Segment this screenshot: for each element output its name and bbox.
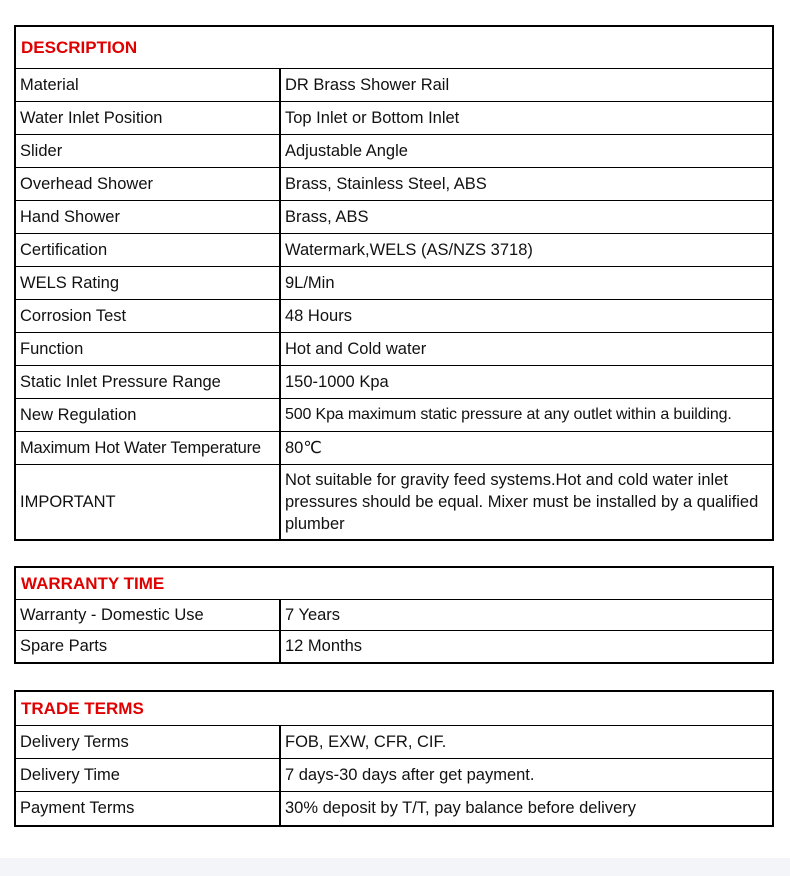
row-value: Hot and Cold water: [285, 339, 427, 358]
table-row: [16, 69, 772, 102]
row-label: Payment Terms: [16, 792, 281, 825]
row-value: 7 days-30 days after get payment.: [285, 765, 535, 784]
row-label: IMPORTANT: [16, 465, 281, 539]
table-row: [16, 102, 772, 135]
row-value: 30% deposit by T/T, pay balance before delivery: [285, 799, 636, 817]
row-value: 500 Kpa maximum static pressure at any outlet within a building.: [285, 406, 732, 423]
row-label: WELS Rating: [16, 267, 281, 299]
row-label: Water Inlet Position: [16, 102, 281, 134]
warranty-table: [14, 566, 774, 664]
table-row: [16, 465, 772, 539]
trade-terms-table: [14, 690, 774, 827]
table-row: [16, 759, 772, 792]
table-row: [16, 168, 772, 201]
row-label: Delivery Time: [16, 759, 281, 791]
table-row: [16, 792, 772, 825]
table-row: [16, 600, 772, 631]
trade-terms-heading: [16, 692, 772, 726]
row-value: Top Inlet or Bottom Inlet: [285, 108, 460, 127]
row-value: FOB, EXW, CFR, CIF.: [285, 732, 447, 751]
table-row: [16, 432, 772, 465]
table-row: [16, 234, 772, 267]
row-value: Brass, Stainless Steel, ABS: [285, 174, 487, 193]
row-value: 12 Months: [285, 637, 363, 655]
row-label: Delivery Terms: [16, 726, 281, 758]
table-row: [16, 366, 772, 399]
row-value: Adjustable Angle: [285, 141, 408, 160]
description-title: DESCRIPTION: [21, 37, 138, 57]
row-label: Overhead Shower: [16, 168, 281, 200]
table-row: [16, 399, 772, 432]
table-row: [16, 201, 772, 234]
page-bottom-band: [0, 858, 790, 876]
description-heading: [16, 27, 772, 69]
table-row: [16, 267, 772, 300]
row-value: 48 Hours: [285, 306, 352, 325]
row-value: Watermark,WELS (AS/NZS 3718): [285, 240, 533, 259]
row-label: Static Inlet Pressure Range: [16, 366, 281, 398]
table-row: [16, 135, 772, 168]
row-label: Warranty - Domestic Use: [16, 600, 281, 630]
row-value: 80℃: [285, 439, 322, 457]
trade-terms-title: TRADE TERMS: [21, 698, 144, 718]
row-label: New Regulation: [16, 399, 281, 431]
row-label: Material: [16, 69, 281, 101]
row-value: Not suitable for gravity feed systems.Hot and cold water inlet pressures should be equal. Mixer must be installed by a qualified plumber: [285, 471, 759, 533]
row-label: Certification: [16, 234, 281, 266]
row-value: 9L/Min: [285, 273, 335, 292]
row-value: DR Brass Shower Rail: [285, 75, 450, 94]
table-row: [16, 333, 772, 366]
warranty-title: WARRANTY TIME: [21, 573, 165, 593]
table-row: [16, 631, 772, 662]
row-label: Slider: [16, 135, 281, 167]
row-label: Function: [16, 333, 281, 365]
description-table: [14, 25, 774, 541]
row-label: Corrosion Test: [16, 300, 281, 332]
row-label: Hand Shower: [16, 201, 281, 233]
table-row: [16, 726, 772, 759]
row-label: Spare Parts: [16, 631, 281, 662]
row-value: Brass, ABS: [285, 207, 369, 226]
table-row: [16, 300, 772, 333]
row-value: 150-1000 Kpa: [285, 372, 389, 391]
warranty-heading: [16, 568, 772, 600]
row-label: Maximum Hot Water Temperature: [16, 432, 281, 464]
row-value: 7 Years: [285, 605, 341, 624]
